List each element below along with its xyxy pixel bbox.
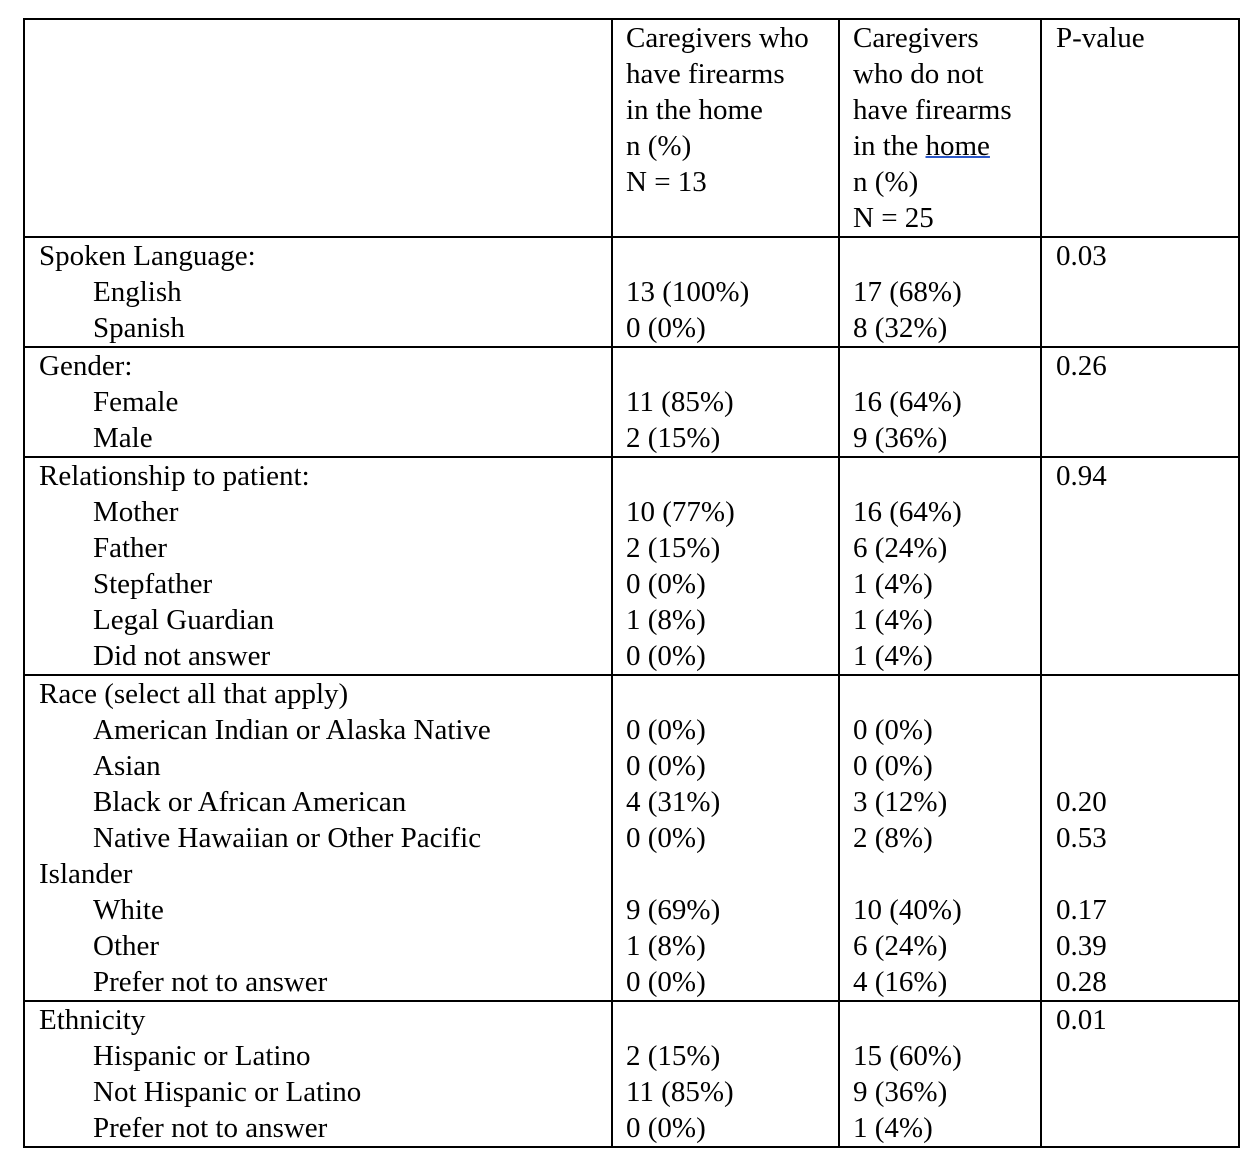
no-firearms-value: 16 (64%): [853, 496, 962, 528]
section-label-cell: [24, 675, 612, 1001]
firearms-value: 1 (8%): [626, 930, 706, 962]
demographics-table: [23, 18, 1240, 1148]
pvalue-cell: [1041, 347, 1239, 457]
row-label: Black or African American: [93, 786, 407, 818]
no-firearms-values-cell: [839, 347, 1041, 457]
no-firearms-value: 2 (8%): [853, 822, 933, 854]
row-label: Asian: [93, 750, 161, 782]
no-firearms-value: 9 (36%): [853, 422, 948, 454]
firearms-value: 2 (15%): [626, 532, 721, 564]
blank-line: [853, 458, 1040, 494]
row-label: Mother: [93, 496, 179, 528]
row-label: Stepfather: [93, 568, 213, 600]
row-label: Father: [93, 532, 168, 564]
pvalue: 0.94: [1056, 460, 1107, 492]
header-no-firearms-line: n (%): [853, 166, 919, 198]
header-no-firearms-line: [853, 128, 1040, 164]
firearms-values-cell: [612, 675, 839, 1001]
section-title: Relationship to patient:: [39, 460, 310, 492]
row-label-continuation: Islander: [39, 858, 133, 890]
pvalue: 0.01: [1056, 1004, 1107, 1036]
blank-line: [853, 1002, 1040, 1038]
firearms-value: 2 (15%): [626, 422, 721, 454]
section-title: Gender:: [39, 350, 133, 382]
firearms-value: 9 (69%): [626, 894, 721, 926]
row-label: Female: [93, 386, 179, 418]
header-firearms-line: Caregivers who: [626, 22, 809, 54]
section-row: [24, 457, 1239, 675]
blank-line: [626, 348, 838, 384]
row-label: Hispanic or Latino: [93, 1040, 311, 1072]
pvalue-cell: [1041, 675, 1239, 1001]
blank-line: [626, 856, 838, 892]
no-firearms-values-cell: [839, 675, 1041, 1001]
header-underlined-word: home: [925, 130, 990, 162]
no-firearms-value: 10 (40%): [853, 894, 962, 926]
header-no-firearms-cell: [839, 19, 1041, 237]
firearms-value: 2 (15%): [626, 1040, 721, 1072]
header-pvalue: P-value: [1056, 22, 1145, 54]
no-firearms-values-cell: [839, 237, 1041, 347]
header-no-firearms-line: who do not: [853, 58, 984, 90]
section-row: [24, 675, 1239, 1001]
no-firearms-value: 1 (4%): [853, 640, 933, 672]
row-label: Prefer not to answer: [93, 1112, 328, 1144]
pvalue-cell: [1041, 457, 1239, 675]
header-firearms-line: N = 13: [626, 166, 707, 198]
no-firearms-value: 15 (60%): [853, 1040, 962, 1072]
firearms-value: 11 (85%): [626, 386, 734, 418]
no-firearms-value: 0 (0%): [853, 750, 933, 782]
row-label: Did not answer: [93, 640, 271, 672]
firearms-value: 13 (100%): [626, 276, 750, 308]
firearms-value: 0 (0%): [626, 966, 706, 998]
pvalue: [1056, 712, 1238, 748]
section-row: [24, 1001, 1239, 1147]
no-firearms-value: 1 (4%): [853, 568, 933, 600]
firearms-values-cell: [612, 237, 839, 347]
firearms-value: 1 (8%): [626, 604, 706, 636]
firearms-value: 0 (0%): [626, 822, 706, 854]
section-label-cell: [24, 237, 612, 347]
blank-line: [853, 856, 1040, 892]
row-label: Legal Guardian: [93, 604, 275, 636]
blank-line: [853, 348, 1040, 384]
pvalue: 0.17: [1056, 894, 1107, 926]
row-label: Prefer not to answer: [93, 966, 328, 998]
section-row: [24, 347, 1239, 457]
firearms-value: 0 (0%): [626, 568, 706, 600]
blank-line: [626, 676, 838, 712]
section-label-cell: [24, 1001, 612, 1147]
no-firearms-values-cell: [839, 1001, 1041, 1147]
blank-line: [853, 676, 1040, 712]
firearms-values-cell: [612, 347, 839, 457]
pvalue: 0.20: [1056, 786, 1107, 818]
no-firearms-value: 1 (4%): [853, 604, 933, 636]
header-row: [24, 19, 1239, 237]
pvalue: 0.28: [1056, 966, 1107, 998]
header-firearms-line: n (%): [626, 130, 692, 162]
pvalue: 0.03: [1056, 240, 1107, 272]
header-firearms-line: have firearms: [626, 58, 785, 90]
firearms-value: 0 (0%): [626, 1112, 706, 1144]
row-label: American Indian or Alaska Native: [93, 714, 491, 746]
firearms-value: 0 (0%): [626, 750, 706, 782]
header-no-firearms-line: have firearms: [853, 94, 1012, 126]
no-firearms-value: 1 (4%): [853, 1112, 933, 1144]
pvalue: [1056, 748, 1238, 784]
header-no-firearms-text: in the: [853, 130, 919, 162]
section-label-cell: [24, 457, 612, 675]
no-firearms-value: 4 (16%): [853, 966, 948, 998]
header-firearms-line: in the home: [626, 94, 763, 126]
blank-line: [853, 238, 1040, 274]
no-firearms-value: 16 (64%): [853, 386, 962, 418]
row-label: Other: [93, 930, 160, 962]
pvalue: 0.53: [1056, 822, 1107, 854]
no-firearms-value: 6 (24%): [853, 930, 948, 962]
no-firearms-value: 9 (36%): [853, 1076, 948, 1108]
blank-line: [626, 458, 838, 494]
section-label-cell: [24, 347, 612, 457]
no-firearms-value: 3 (12%): [853, 786, 948, 818]
firearms-value: 11 (85%): [626, 1076, 734, 1108]
row-label: Spanish: [93, 312, 185, 344]
firearms-value: 0 (0%): [626, 640, 706, 672]
pvalue: 0.26: [1056, 350, 1107, 382]
blank-line: [626, 238, 838, 274]
firearms-values-cell: [612, 457, 839, 675]
pvalue: 0.39: [1056, 930, 1107, 962]
section-title: Race (select all that apply): [39, 678, 349, 710]
no-firearms-value: 17 (68%): [853, 276, 962, 308]
no-firearms-value: 8 (32%): [853, 312, 948, 344]
row-label: Male: [93, 422, 153, 454]
blank-line: [626, 1002, 838, 1038]
no-firearms-value: 6 (24%): [853, 532, 948, 564]
pvalue-cell: [1041, 1001, 1239, 1147]
header-pvalue-cell: [1041, 19, 1239, 237]
blank-line: [1056, 856, 1238, 892]
header-no-firearms-line: Caregivers: [853, 22, 979, 54]
firearms-value: 10 (77%): [626, 496, 735, 528]
section-row: [24, 237, 1239, 347]
header-no-firearms-line: N = 25: [853, 202, 934, 234]
blank-line: [1056, 676, 1238, 712]
row-label: English: [93, 276, 182, 308]
firearms-values-cell: [612, 1001, 839, 1147]
firearms-value: 0 (0%): [626, 714, 706, 746]
pvalue-cell: [1041, 237, 1239, 347]
header-firearms-cell: [612, 19, 839, 237]
section-title: Ethnicity: [39, 1004, 146, 1036]
no-firearms-value: 0 (0%): [853, 714, 933, 746]
row-label: Not Hispanic or Latino: [93, 1076, 362, 1108]
firearms-value: 0 (0%): [626, 312, 706, 344]
row-label: White: [93, 894, 164, 926]
firearms-value: 4 (31%): [626, 786, 721, 818]
row-label: Native Hawaiian or Other Pacific: [93, 822, 482, 854]
no-firearms-values-cell: [839, 457, 1041, 675]
header-blank-cell: [24, 19, 612, 237]
section-title: Spoken Language:: [39, 240, 256, 272]
